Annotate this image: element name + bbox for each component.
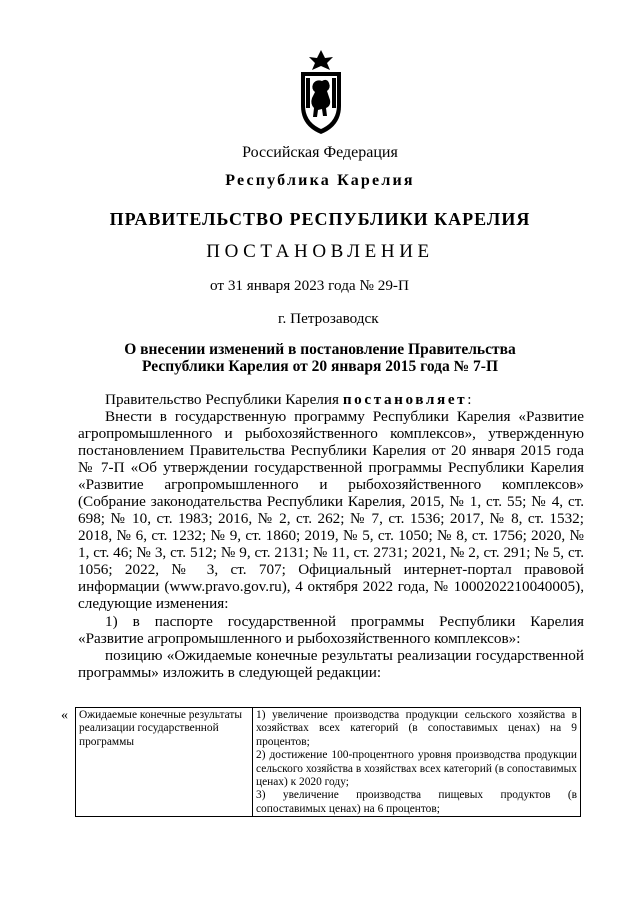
table-items-cell bbox=[253, 708, 581, 817]
intro-paragraph bbox=[78, 391, 584, 408]
intro-prefix: Правительство Республики Карелия bbox=[105, 391, 343, 408]
intro-suffix: : bbox=[467, 391, 472, 408]
intro-decree-word: постановляет bbox=[342, 391, 468, 408]
title-line-2: Республики Карелия от 20 января 2015 года № 7-П bbox=[141, 358, 499, 375]
coat-of-arms-emblem bbox=[296, 48, 346, 136]
country-name: Российская Федерация bbox=[242, 144, 398, 161]
amendment-paragraph: Внести в государственную программу Республики Карелия «Развитие агропромышленного и рыбохозяйственного комплексов», утвержденную постановлением Правительства Республики Карелия от 20 января 2015 года № 7-П «Об утверждении государственной программы Республики Карелия «Развитие агропромышленного и рыбохозяйственного комплексов» (Собрание законодательства Республики Карелия, 2015, № 1, ст. 55; № 4, ст. 698; № 10, ст. 1983; 2016, № 2, ст. 262; № 7, ст. 1536; 2017, № 8, ст. 1532; 2018, № 6, ст. 1232; № 9, ст. 1860; 2019, № 5, ст. 1050; № 8, ст. 1756; 2020, № 1, ст. 46; № 3, ст. 512; № 9, ст. 2131; № 11, ст. 2731; 2021, № 2, ст. 291; № 5, ст. 1056; 2022, № 3, ст. 707; Официальный интернет-портал правовой информации (www.pravo.gov.ru), 4 октября 2022 года, № 1000202210040005), следующие изменения: bbox=[78, 408, 584, 612]
document-date-number: от 31 января 2023 года № 29-П bbox=[210, 277, 409, 294]
list-item: 3) увеличение производства пищевых продуктов (в сопоставимых ценах) на 6 процентов; bbox=[256, 789, 577, 815]
government-name: ПРАВИТЕЛЬСТВО РЕСПУБЛИКИ КАРЕЛИЯ bbox=[109, 209, 531, 229]
position-paragraph: позицию «Ожидаемые конечные результаты реализации государственной программы» изложить в следующей редакции: bbox=[78, 647, 584, 681]
results-table bbox=[75, 707, 581, 817]
passport-paragraph: 1) в паспорте государственной программы Республики Карелия «Развитие агропромышленного и рыбохозяйственного комплексов»: bbox=[78, 613, 584, 647]
table-label-cell: Ожидаемые конечные результаты реализации государственной программы bbox=[76, 708, 253, 817]
list-item: 1) увеличение производства продукции сельского хозяйства в хозяйствах всех категорий (в сопоставимых ценах) на 9 процентов; bbox=[256, 709, 577, 748]
opening-quote: « bbox=[61, 708, 68, 723]
document-type: ПОСТАНОВЛЕНИЕ bbox=[206, 241, 434, 262]
document-city: г. Петрозаводск bbox=[278, 310, 379, 327]
list-item: 2) достижение 100-процентного уровня производства продукции сельского хозяйства в хозяйствах всех категорий (в сопоставимых ценах) к 2020 году; bbox=[256, 749, 577, 789]
document-title bbox=[0, 341, 640, 375]
table-row bbox=[76, 708, 581, 817]
title-line-1: О внесении изменений в постановление Правительства bbox=[124, 341, 516, 358]
republic-name: Республика Карелия bbox=[225, 172, 415, 189]
